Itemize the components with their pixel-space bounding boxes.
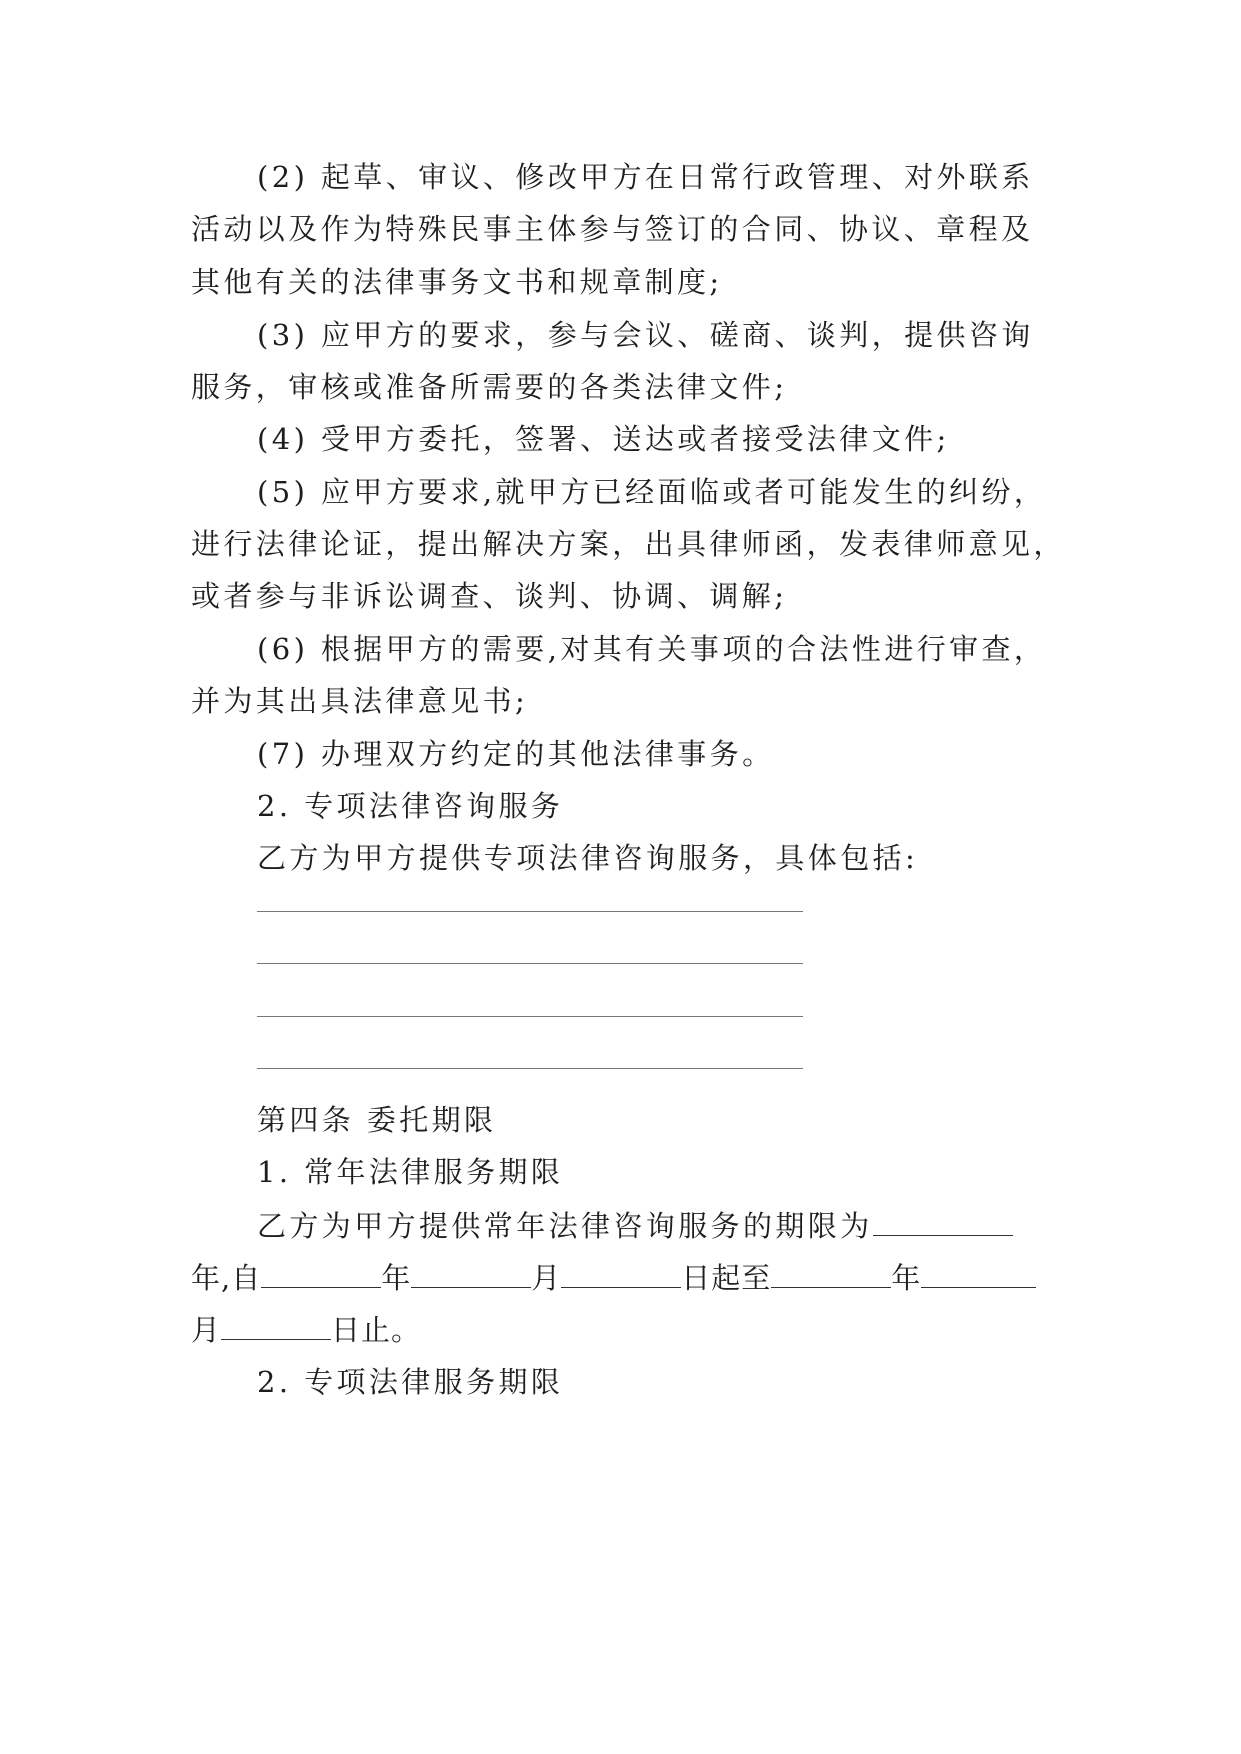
paragraph-line [191, 1257, 1036, 1297]
paragraph-line: (3) 应甲方的要求，参与会议、磋商、谈判，提供咨询 [257, 318, 1034, 352]
paragraph-line: 服务，审核或准备所需要的各类法律文件; [191, 370, 788, 404]
paragraph-line: 活动以及作为特殊民事主体参与签订的合同、协议、章程及 [191, 212, 1034, 246]
date-text: 年,自 [191, 1261, 262, 1295]
paragraph-line: 进行法律论证，提出解决方案，出具律师函，发表律师意见， [191, 527, 1066, 561]
date-text: 年 [891, 1261, 922, 1295]
end-year-blank[interactable] [771, 1257, 891, 1288]
paragraph-line: (5) 应甲方要求,就甲方已经面临或者可能发生的纠纷， [257, 475, 1047, 509]
date-text: 日止。 [331, 1313, 422, 1347]
paragraph-line: (2) 起草、审议、修改甲方在日常行政管理、对外联系 [257, 160, 1034, 194]
section-heading: 1. 常年法律服务期限 [257, 1155, 564, 1189]
date-text: 月 [531, 1261, 562, 1295]
end-day-blank[interactable] [221, 1309, 331, 1340]
fill-in-blank-line[interactable] [257, 911, 803, 912]
paragraph-line: 或者参与非诉讼调查、谈判、协调、调解; [191, 579, 788, 613]
start-month-blank[interactable] [411, 1257, 531, 1288]
start-year-blank[interactable] [261, 1257, 381, 1288]
paragraph-line: 其他有关的法律事务文书和规章制度; [191, 265, 723, 299]
fill-in-blank-line[interactable] [257, 1068, 803, 1069]
date-text: 年 [381, 1261, 412, 1295]
end-month-filler-blank[interactable] [921, 1257, 1036, 1288]
paragraph-line [257, 1205, 1013, 1245]
section-heading: 2. 专项法律咨询服务 [257, 789, 564, 823]
paragraph-line: (7) 办理双方约定的其他法律事务。 [257, 737, 775, 771]
paragraph-line [191, 1309, 421, 1349]
date-text: 日起至 [681, 1261, 772, 1295]
paragraph-line: 并为其出具法律意见书; [191, 684, 529, 718]
paragraph-line: 乙方为甲方提供专项法律咨询服务，具体包括: [257, 841, 919, 875]
paragraph-line: (6) 根据甲方的需要,对其有关事项的合法性进行审查， [257, 632, 1047, 666]
term-text: 乙方为甲方提供常年法律咨询服务的期限为 [257, 1209, 873, 1243]
term-years-blank[interactable] [873, 1205, 1013, 1236]
section-heading: 2. 专项法律服务期限 [257, 1365, 564, 1399]
date-text: 月 [191, 1313, 222, 1347]
fill-in-blank-line[interactable] [257, 963, 803, 964]
start-day-blank[interactable] [561, 1257, 681, 1288]
fill-in-blank-line[interactable] [257, 1016, 803, 1017]
paragraph-line: (4) 受甲方委托，签署、送达或者接受法律文件; [257, 422, 950, 456]
article-heading: 第四条 委托期限 [257, 1103, 497, 1137]
